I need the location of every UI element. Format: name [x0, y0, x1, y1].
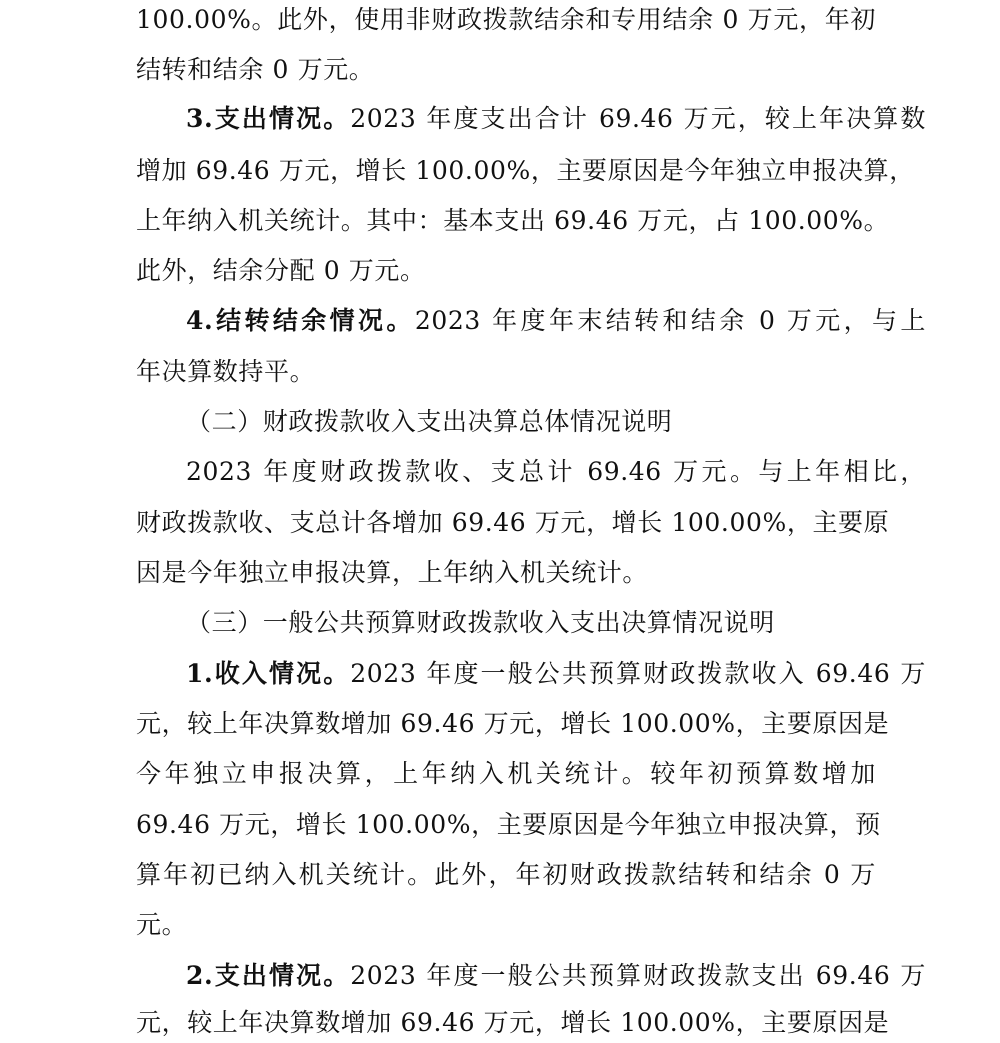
text-line: 今年独立申报决算，上年纳入机关统计。较年初预算数增加 — [136, 759, 876, 788]
heading-gp-expenditure: 2.支出情况。 — [186, 961, 351, 990]
paragraph-income — [186, 654, 926, 694]
heading-carryover: 4.结转结余情况。 — [186, 306, 415, 335]
text-line: 元，较上年决算数增加 69.46 万元，增长 100.00%，主要原因是 — [136, 1008, 890, 1037]
section-heading-2: （二）财政拨款收入支出决算总体情况说明 — [186, 407, 673, 436]
heading-income: 1.收入情况。 — [186, 659, 351, 688]
heading-expenditure: 3.支出情况。 — [186, 104, 351, 133]
text-line: 2023 年度支出合计 69.46 万元，较上年决算数 — [350, 104, 926, 133]
text-line: 2023 年度财政拨款收、支总计 69.46 万元。与上年相比， — [186, 457, 926, 486]
text-line: 2023 年度一般公共预算财政拨款支出 69.46 万 — [350, 961, 926, 990]
text-line: 100.00%。此外，使用非财政拨款结余和专用结余 0 万元，年初 — [136, 5, 876, 34]
paragraph-gp-expenditure — [186, 956, 926, 996]
paragraph-carryover — [186, 301, 926, 341]
text-line: 此外，结余分配 0 万元。 — [136, 256, 426, 285]
text-line: 2023 年度年末结转和结余 0 万元，与上 — [414, 306, 926, 335]
section-heading-3: （三）一般公共预算财政拨款收入支出决算情况说明 — [186, 608, 775, 637]
text-line: 元。 — [136, 910, 188, 939]
text-line: 2023 年度一般公共预算财政拨款收入 69.46 万 — [350, 659, 926, 688]
text-line: 增加 69.46 万元，增长 100.00%，主要原因是今年独立申报决算， — [136, 156, 915, 185]
text-line: 69.46 万元，增长 100.00%，主要原因是今年独立申报决算，预 — [136, 810, 881, 839]
text-line: 上年纳入机关统计。其中：基本支出 69.46 万元，占 100.00%。 — [136, 206, 890, 235]
paragraph-expenditure — [186, 99, 926, 139]
text-line: 因是今年独立申报决算，上年纳入机关统计。 — [136, 558, 649, 587]
text-line: 结转和结余 0 万元。 — [136, 55, 375, 84]
text-line: 财政拨款收、支总计各增加 69.46 万元，增长 100.00%，主要原 — [136, 508, 890, 537]
text-line: 算年初已纳入机关统计。此外，年初财政拨款结转和结余 0 万 — [136, 860, 876, 889]
text-line: 元，较上年决算数增加 69.46 万元，增长 100.00%，主要原因是 — [136, 709, 890, 738]
text-line: 年决算数持平。 — [136, 357, 316, 386]
